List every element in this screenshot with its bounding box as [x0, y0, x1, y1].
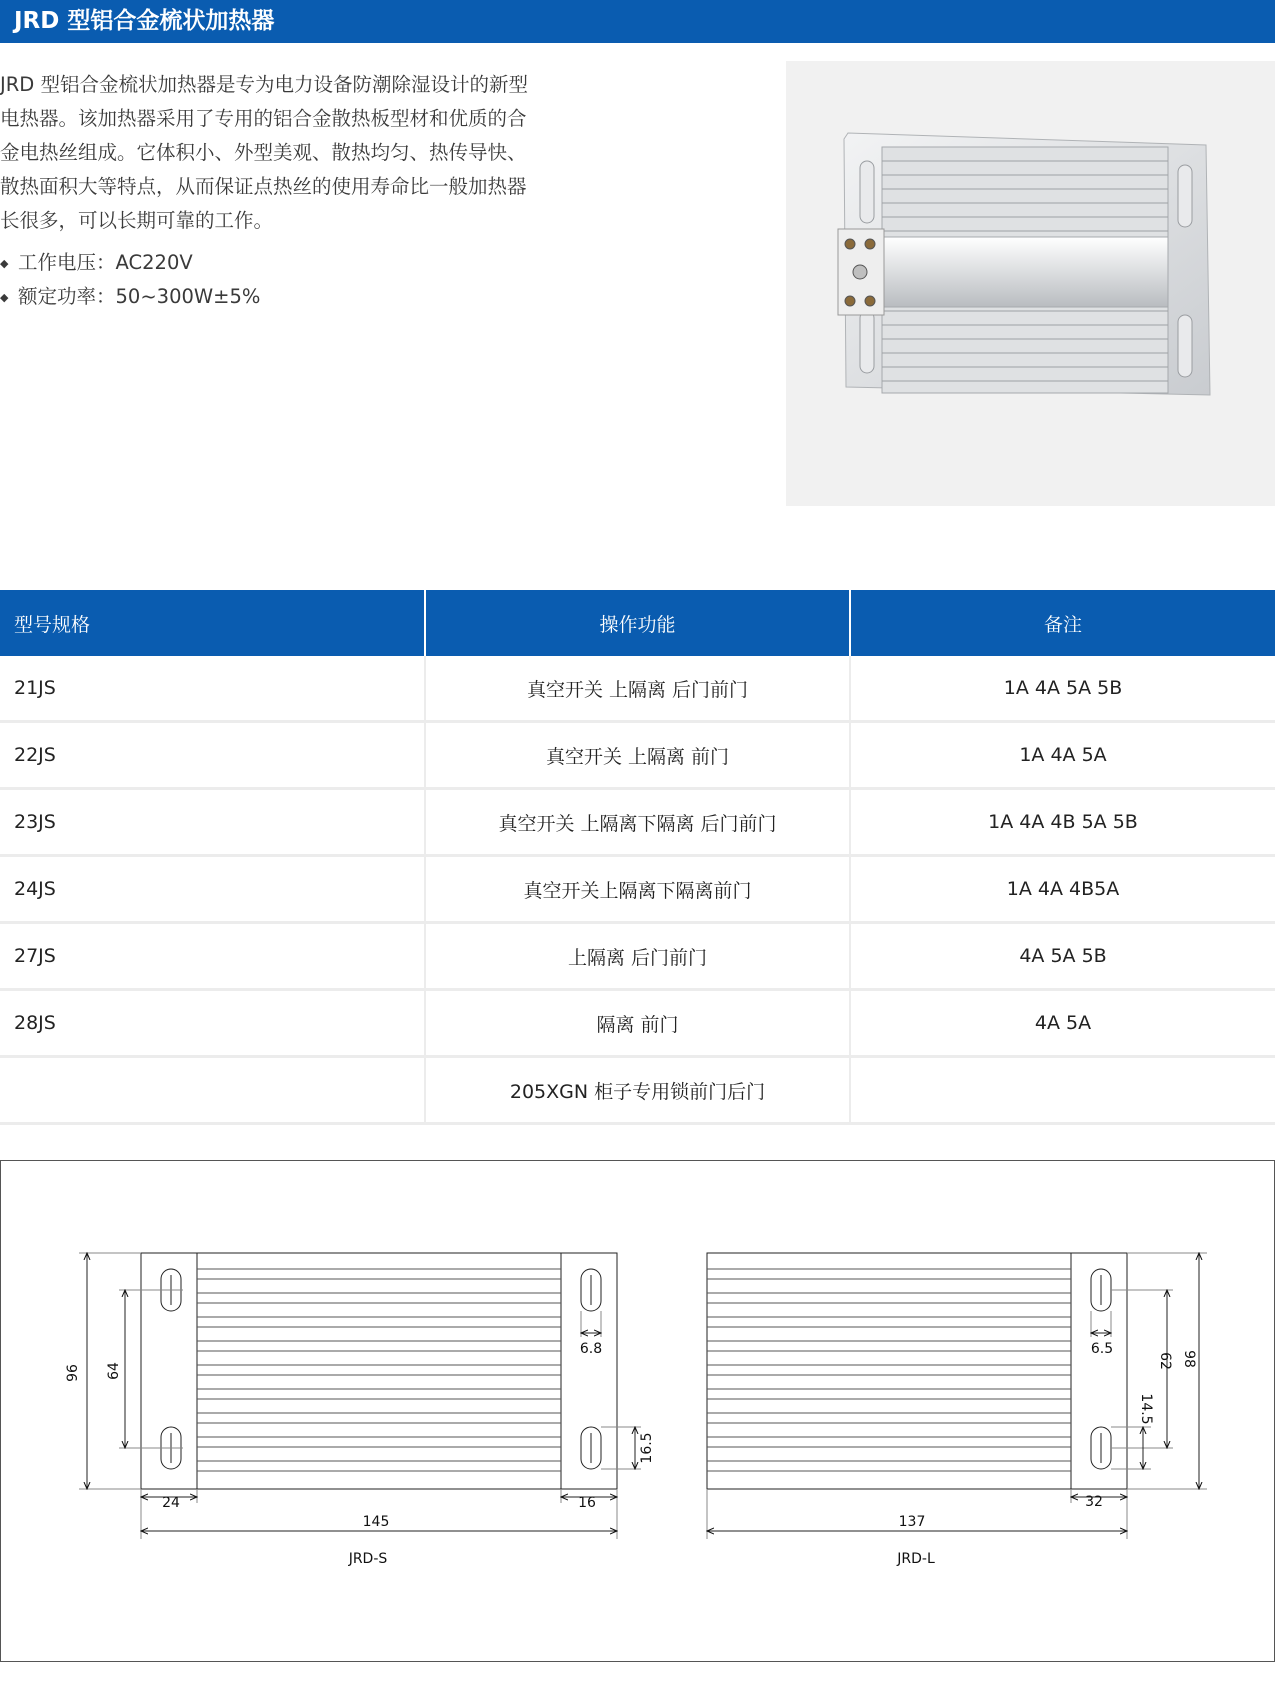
spec-list: [0, 246, 260, 314]
dim-jrd-l-hole-spacing: 62: [1157, 1352, 1173, 1370]
dim-jrd-s-right-plate: 16: [578, 1495, 596, 1511]
cell-remark: 1A 4A 4B5A: [850, 856, 1275, 923]
dim-jrd-l-height: 98: [1181, 1350, 1197, 1368]
table-row: [0, 990, 1275, 1057]
dimension-drawings: [0, 1160, 1275, 1662]
heater-illustration: [786, 61, 1275, 506]
column-header-remark: 备注: [850, 590, 1275, 656]
spec-value: AC220V: [115, 251, 193, 274]
cell-remark: 1A 4A 5A: [850, 722, 1275, 789]
dim-jrd-s-left-plate: 24: [162, 1495, 180, 1511]
table-row: [0, 856, 1275, 923]
dimension-svg: [1, 1161, 1274, 1661]
model-table: [0, 590, 1275, 1125]
dim-jrd-s-slot-width: 6.8: [579, 1341, 603, 1357]
page-title: JRD 型铝合金梳状加热器: [14, 8, 275, 34]
dim-jrd-l-slot-width: 6.5: [1090, 1341, 1114, 1357]
cell-remark: 1A 4A 5A 5B: [850, 656, 1275, 722]
spec-value: 50~300W±5%: [115, 285, 261, 308]
table-row: [0, 722, 1275, 789]
cell-model: 21JS: [0, 656, 425, 722]
dim-jrd-s-slot-length: 16.5: [639, 1432, 655, 1464]
cell-model: [0, 1057, 425, 1124]
dim-jrd-s-hole-spacing: 64: [106, 1362, 122, 1380]
cell-function: 真空开关 上隔离 后门前门: [425, 656, 850, 722]
header-bar: [0, 0, 1275, 43]
column-header-function: 操作功能: [425, 590, 850, 656]
table-row: [0, 923, 1275, 990]
drawing-jrd-l: [707, 1253, 1207, 1539]
caption-jrd-s: JRD-S: [348, 1551, 388, 1567]
cell-model: 28JS: [0, 990, 425, 1057]
cell-remark: 4A 5A: [850, 990, 1275, 1057]
product-description: [0, 68, 560, 238]
cell-function: 隔离 前门: [425, 990, 850, 1057]
cell-function: 上隔离 后门前门: [425, 923, 850, 990]
spec-power: [0, 280, 260, 314]
column-header-model: 型号规格: [0, 590, 425, 656]
cell-function: 真空开关上隔离下隔离前门: [425, 856, 850, 923]
diamond-bullet-icon: ◆: [0, 257, 9, 270]
description-line: 长很多，可以长期可靠的工作。: [0, 209, 274, 232]
dim-jrd-l-plate-width: 32: [1085, 1494, 1103, 1510]
cell-model: 22JS: [0, 722, 425, 789]
diamond-bullet-icon: ◆: [0, 291, 9, 304]
dim-jrd-l-total-length: 137: [898, 1514, 926, 1530]
table-row: [0, 1057, 1275, 1124]
spec-voltage: [0, 246, 260, 280]
caption-jrd-l: JRD-L: [897, 1551, 935, 1567]
cell-model: 23JS: [0, 789, 425, 856]
cell-model: 27JS: [0, 923, 425, 990]
spec-label: 额定功率：: [18, 285, 116, 308]
description-line: 散热面积大等特点，从而保证点热丝的使用寿命比一般加热器: [0, 175, 527, 198]
description-line: 金电热丝组成。它体积小、外型美观、散热均匀、热传导快、: [0, 141, 527, 164]
description-line: 电热器。该加热器采用了专用的铝合金散热板型材和优质的合: [0, 107, 527, 130]
cell-model: 24JS: [0, 856, 425, 923]
cell-remark: 4A 5A 5B: [850, 923, 1275, 990]
cell-remark: 1A 4A 4B 5A 5B: [850, 789, 1275, 856]
dim-jrd-l-slot-length: 14.5: [1138, 1393, 1154, 1425]
cell-remark: [850, 1057, 1275, 1124]
table-header-row: [0, 590, 1275, 656]
cell-function: 真空开关 上隔离 前门: [425, 722, 850, 789]
description-line: JRD 型铝合金梳状加热器是专为电力设备防潮除湿设计的新型: [0, 73, 529, 96]
table-row: [0, 656, 1275, 722]
table-row: [0, 789, 1275, 856]
spec-label: 工作电压：: [18, 251, 116, 274]
cell-function: 真空开关 上隔离下隔离 后门前门: [425, 789, 850, 856]
dim-jrd-s-total-length: 145: [362, 1514, 390, 1530]
dim-jrd-s-height: 96: [65, 1364, 81, 1382]
cell-function: 205XGN 柜子专用锁前门后门: [425, 1057, 850, 1124]
product-photo: [786, 61, 1275, 506]
